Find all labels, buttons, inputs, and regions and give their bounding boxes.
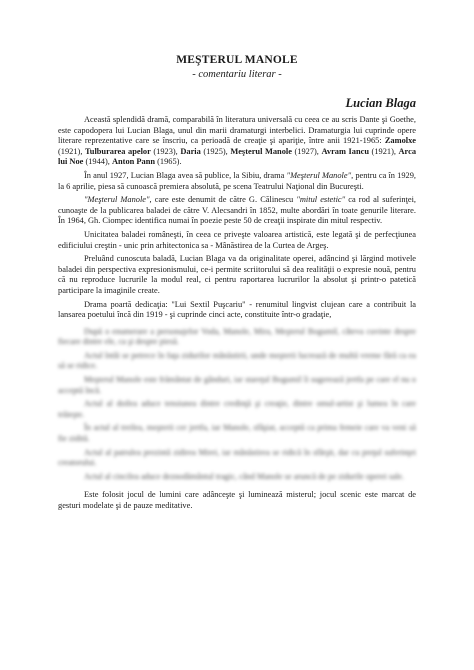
paragraph-ballad: Unicitatea baladei româneşti, în ceea ce priveşte valoarea artistică, este legată şi de perfecţiunea edificiului creştin - unic prin arhitectonica sa - Mânăstirea de la Curtea de Argeş. <box>58 229 416 250</box>
work-title: Zamolxe <box>384 136 416 146</box>
text-run: (1965). <box>155 157 182 167</box>
text-run: , care este denumit de către G. Călinescu <box>149 195 297 205</box>
text-run: ca rod al suferinţei, cunoaşte de la publicarea baladei de către V. Alecsandri în 1852, multe abordări în toate genurile literare. În 1964, Gh. Ciompec identifica numai în poezie peste 50 de creaţii inspirate din mitul respectiv. <box>58 195 416 226</box>
text-run: (1921), <box>58 146 85 156</box>
document-subtitle: - comentariu literar - <box>192 69 282 80</box>
blurred-paragraph: Actul întâi se petrece în faţa zidurilor mânăstirii, unde meşterii lucrează de multă vreme fără ca ea să se ridice. <box>58 350 416 371</box>
text-run: În anul 1927, Lucian Blaga avea să publice, la Sibiu, drama <box>84 170 287 180</box>
document-title: MEŞTERUL MANOLE <box>176 54 298 66</box>
blurred-paragraph: Actul al patrulea prezintă zidirea Mirei, iar mânăstirea se ridică în sfârşit, dar cu preţul suferinţei creatorului. <box>58 447 416 468</box>
work-title: Tulburarea apelor <box>84 146 151 156</box>
text-run: Această splendidă dramă, comparabilă în literatura universală cu ceea ce au scris Dante şi Goethe, este capodopera lui Lucian Blaga, unul din marii dramaturgi interbelici. Dramaturgia lui cuprinde opere literare reprezentative care se înscriu, ca perioadă de creaţie şi apariţie, între anii 1921-1965: <box>58 115 416 146</box>
author-name: Lucian Blaga <box>345 96 416 110</box>
paragraph-myth <box>58 195 416 227</box>
paragraph-publication <box>58 171 416 192</box>
work-title: Arca lui Noe <box>58 146 417 167</box>
blurred-paragraph: Meşterul Manole este frământat de gânduri, iar stareţul Bogumil îi sugerează jertfa pe care el nu o acceptă încă. <box>58 375 416 395</box>
text-run: , pentru ca în 1929, la 6 aprilie, piesa să cunoască premiera absolută, pe scena Teatrului Naţional din Bucureşti. <box>58 170 416 191</box>
blurred-paragraph: Actul al doilea aduce tensiunea dintre credinţă şi creaţie, dintre omul-artist şi lumea în care trăieşte. <box>58 399 416 419</box>
blurred-paragraph: În actul al treilea, meşterii cer jertfa, iar Manole, sfâşiat, acceptă ca prima femeie care va veni să fie zidită. <box>58 423 416 444</box>
blurred-paragraph: După o enumerare a personajelor Voda, Manole, Mira, Meşterul Bogumil, câteva cuvinte despre fiecare dintre ele, ca şi despre piesă. <box>58 326 416 347</box>
text-run: (1925), <box>200 146 231 156</box>
work-title: "Meşterul Manole" <box>84 195 150 205</box>
paragraph-expressionism: Preluând cunoscuta baladă, Lucian Blaga va da originalitate operei, adâncind şi lărgind motivele baladei din perspectiva expresionismului, ce-i permite scriitorului să dea realităţii o expresie nouă, pentru că nu reproduce lucrurile la modul real, ci pentru raportarea lucrurilor la absolut şi printr-o patetică participare la imaginile create. <box>58 254 416 295</box>
work-title: Daria <box>180 146 201 156</box>
blurred-paragraph: Actul al cincilea aduce deznodământul tragic, când Manole se aruncă de pe zidurile operei sale. <box>84 471 404 481</box>
paragraph-staging: Este folosit jocul de lumini care adânceşte şi luminează misterul; jocul scenic este marcat de gesturi modelate şi de pauze meditative. <box>58 490 416 510</box>
blurred-text-section <box>58 327 416 483</box>
quoted-term: "mitul estetic" <box>296 195 346 205</box>
work-title: "Meşterul Manole" <box>286 170 352 180</box>
text-run: (1944), <box>83 157 112 167</box>
work-title: Avram Iancu <box>321 146 369 156</box>
text-run: (1921), <box>368 146 399 156</box>
text-run: (1923), <box>150 146 181 156</box>
text-run: (1927), <box>291 146 322 156</box>
work-title: Anton Pann <box>111 157 156 167</box>
paragraph-intro <box>58 115 416 168</box>
work-title: Meşterul Manole <box>230 146 292 156</box>
paragraph-dedication: Drama poartă dedicaţia: "Lui Sextil Puşcariu" - renumitul lingvist clujean care a contribuit la lansarea poetului încă din 1919 - şi cuprinde cinci acte, constituite într-o gradaţie, <box>58 299 416 320</box>
document-body <box>58 115 416 512</box>
